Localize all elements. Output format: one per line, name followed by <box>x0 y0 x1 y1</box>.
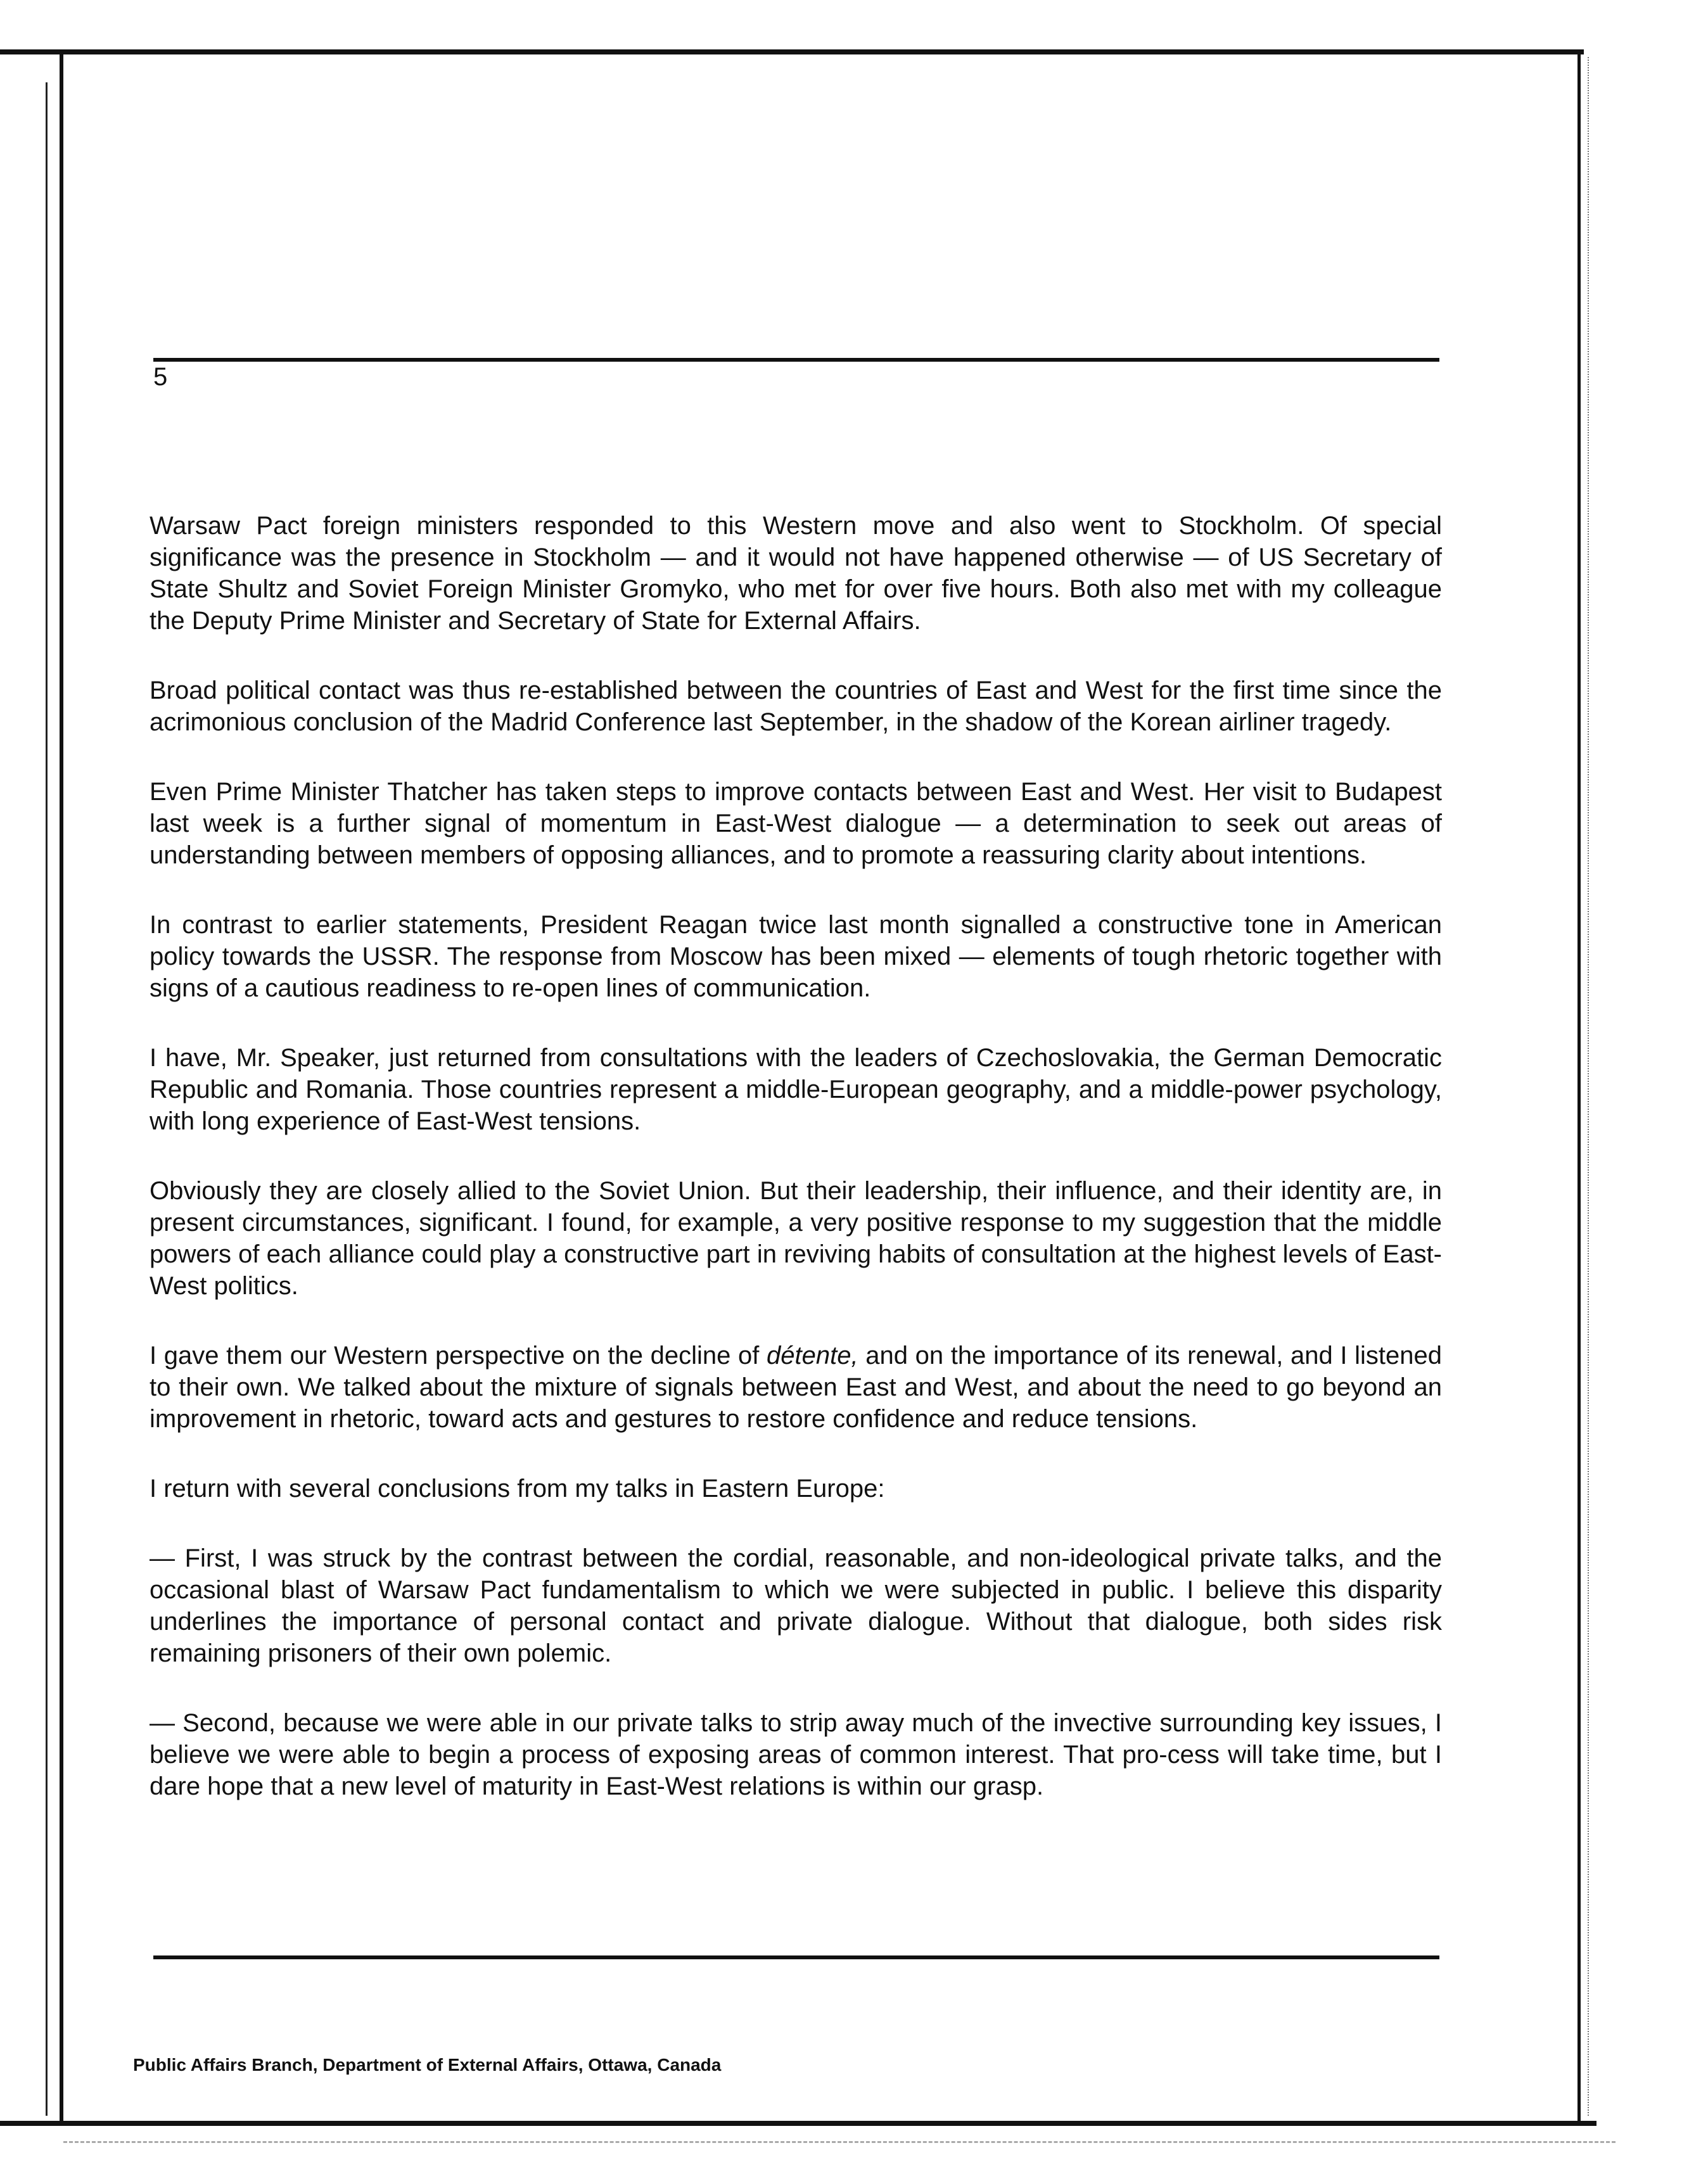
page-number: 5 <box>153 363 168 391</box>
scan-frame-bottom <box>0 2121 1596 2126</box>
scan-frame-right <box>1577 53 1581 2123</box>
conclusion-item: — First, I was struck by the contrast between the cordial, reasonable, and non-ideological private talks, and the occasional blast of Warsaw Pact fundamentalism to which we were subjected in public. I believe this disparity underlines the importance of personal contact and private dialogue. Without that dialogue, both sides risk remaining prisoners of their own polemic. <box>150 1544 1442 1667</box>
paragraph: I have, Mr. Speaker, just returned from consultations with the leaders of Czechoslovakia, the German Democratic Republic and Romania. Those countries represent a middle-European geography, and a middle-power psychology, with long experience of East-West tensions. <box>150 1044 1442 1135</box>
paragraph-text: I gave them our Western perspective on the decline of <box>150 1342 767 1370</box>
scan-frame-left-outer <box>46 82 48 2116</box>
paragraph: I return with several conclusions from my talks in Eastern Europe: <box>150 1475 885 1503</box>
footer-rule <box>153 1955 1439 1959</box>
footer-credit: Public Affairs Branch, Department of External Affairs, Ottawa, Canada <box>133 2055 722 2075</box>
paragraph: Broad political contact was thus re-established between the countries of East and West for the first time since the acrimonious conclusion of the Madrid Conference last September, in the shadow of the Korean airliner tragedy. <box>150 677 1442 736</box>
paragraph-text: and on the importance of its renewal, and I listened to their own. We talked about the mixture of signals between East and West, and about the need to go beyond an improvement in rhetoric, toward acts and gestures to restore confidence and reduce tensions. <box>150 1342 1442 1433</box>
paragraph: Obviously they are closely allied to the Soviet Union. But their leadership, their influence, and their identity are, in present circumstances, significant. I found, for example, a very positive response to my suggestion that the middle powers of each alliance could play a constructive part in reviving habits of consultation at the highest levels of East-West politics. <box>150 1177 1442 1300</box>
scan-frame-top <box>0 49 1584 54</box>
italic-term: détente, <box>767 1342 858 1370</box>
header-rule <box>153 358 1439 362</box>
paragraph: Even Prime Minister Thatcher has taken steps to improve contacts between East and West. Her visit to Budapest last week is a further signal of momentum in East-West dialogue — a determination to seek out areas of understanding between members of opposing alliances, and to promote a reassuring clarity about intentions. <box>150 778 1442 869</box>
paragraph <box>150 1340 1442 1435</box>
paragraph: Warsaw Pact foreign ministers responded to this Western move and also went to Stockholm. Of special significance was the presence in Stockholm — and it would not have happened otherwise — of US Secretary of State Shultz and Soviet Foreign Minister Gromyko, who met for over five hours. Both also met with my colleague the Deputy Prime Minister and Secretary of State for External Affairs. <box>150 512 1442 635</box>
paragraph: In contrast to earlier statements, President Reagan twice last month signalled a constructive tone in American policy towards the USSR. The response from Moscow has been mixed — elements of tough rhetoric together with signs of a cautious readiness to re-open lines of communication. <box>150 911 1442 1002</box>
scan-frame-left <box>60 52 63 2123</box>
scan-frame-right-outer <box>1588 57 1590 2116</box>
conclusion-item: — Second, because we were able in our private talks to strip away much of the invective surrounding key issues, I believe we were able to begin a process of exposing areas of common interest. That pro-cess will take time, but I dare hope that a new level of maturity in East-West relations is within our grasp. <box>150 1709 1442 1800</box>
scan-edge-dashes <box>63 2141 1616 2145</box>
body-text <box>150 510 1442 1802</box>
